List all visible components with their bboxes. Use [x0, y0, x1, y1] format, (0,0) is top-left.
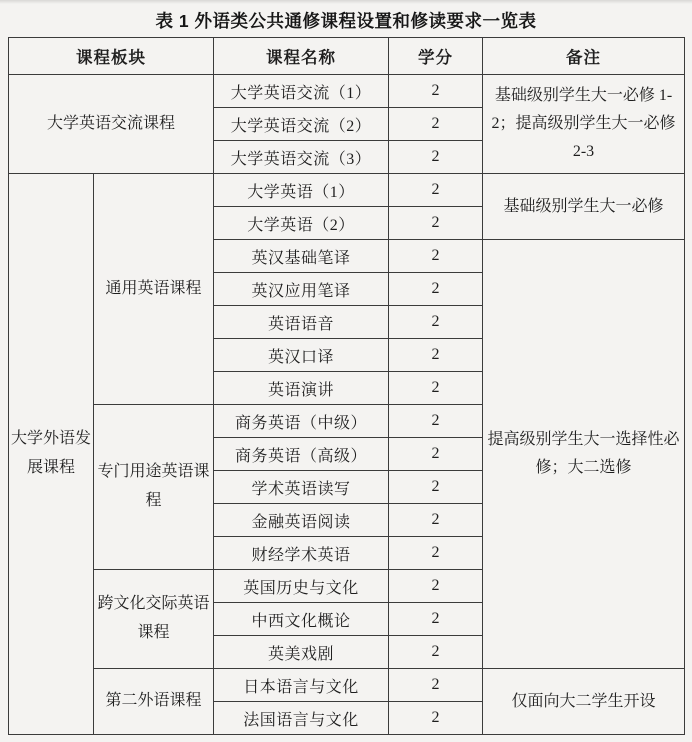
credits-cell: 2	[389, 339, 483, 372]
course-name-cell: 大学英语（2）	[214, 207, 389, 240]
credits-cell: 2	[389, 405, 483, 438]
credits-cell: 2	[389, 306, 483, 339]
credits-cell: 2	[389, 141, 483, 174]
table-row	[9, 669, 685, 702]
course-name-cell: 法国语言与文化	[214, 702, 389, 735]
credits-cell: 2	[389, 669, 483, 702]
course-name-cell: 大学英语（1）	[214, 174, 389, 207]
credits-cell: 2	[389, 537, 483, 570]
scan-edge-artifact	[0, 0, 692, 4]
course-name-cell: 英汉基础笔译	[214, 240, 389, 273]
course-name-cell: 英汉应用笔译	[214, 273, 389, 306]
course-name-cell: 大学英语交流（2）	[214, 108, 389, 141]
header-credits: 学分	[389, 38, 483, 75]
note-cell-basic-level: 基础级别学生大一必修	[483, 174, 685, 240]
course-name-cell: 金融英语阅读	[214, 504, 389, 537]
credits-cell: 2	[389, 75, 483, 108]
table-row	[9, 75, 685, 108]
course-name-cell: 大学英语交流（3）	[214, 141, 389, 174]
submodule-cell-general-english: 通用英语课程	[94, 174, 214, 405]
table-row	[9, 174, 685, 207]
course-name-cell: 学术英语读写	[214, 471, 389, 504]
header-module: 课程板块	[9, 38, 214, 75]
course-name-cell: 英汉口译	[214, 339, 389, 372]
note-cell-communication: 基础级别学生大一必修 1-2；提高级别学生大一必修 2-3	[483, 75, 685, 174]
header-course-name: 课程名称	[214, 38, 389, 75]
credits-cell: 2	[389, 504, 483, 537]
module-cell-development: 大学外语发展课程	[9, 174, 94, 735]
credits-cell: 2	[389, 471, 483, 504]
table-title: 表 1 外语类公共通修课程设置和修读要求一览表	[155, 11, 537, 31]
course-name-cell: 英美戏剧	[214, 636, 389, 669]
credits-cell: 2	[389, 702, 483, 735]
submodule-cell-esp: 专门用途英语课程	[94, 405, 214, 570]
credits-cell: 2	[389, 603, 483, 636]
course-name-cell: 英国历史与文化	[214, 570, 389, 603]
submodule-cell-intercultural: 跨文化交际英语课程	[94, 570, 214, 669]
note-cell-second-language: 仅面向大二学生开设	[483, 669, 685, 735]
course-name-cell: 大学英语交流（1）	[214, 75, 389, 108]
course-name-cell: 英语演讲	[214, 372, 389, 405]
header-notes: 备注	[483, 38, 685, 75]
credits-cell: 2	[389, 240, 483, 273]
credits-cell: 2	[389, 636, 483, 669]
credits-cell: 2	[389, 273, 483, 306]
course-requirements-table	[8, 37, 685, 735]
credits-cell: 2	[389, 438, 483, 471]
course-name-cell: 中西文化概论	[214, 603, 389, 636]
course-name-cell: 英语语音	[214, 306, 389, 339]
submodule-cell-second-foreign-language: 第二外语课程	[94, 669, 214, 735]
course-name-cell: 财经学术英语	[214, 537, 389, 570]
credits-cell: 2	[389, 207, 483, 240]
credits-cell: 2	[389, 372, 483, 405]
note-cell-advanced-level: 提高级别学生大一选择性必修；大二选修	[483, 240, 685, 669]
course-name-cell: 商务英语（中级）	[214, 405, 389, 438]
credits-cell: 2	[389, 570, 483, 603]
course-name-cell: 日本语言与文化	[214, 669, 389, 702]
header-row	[9, 38, 685, 75]
credits-cell: 2	[389, 174, 483, 207]
credits-cell: 2	[389, 108, 483, 141]
course-name-cell: 商务英语（高级）	[214, 438, 389, 471]
module-cell-english-communication: 大学英语交流课程	[9, 75, 214, 174]
